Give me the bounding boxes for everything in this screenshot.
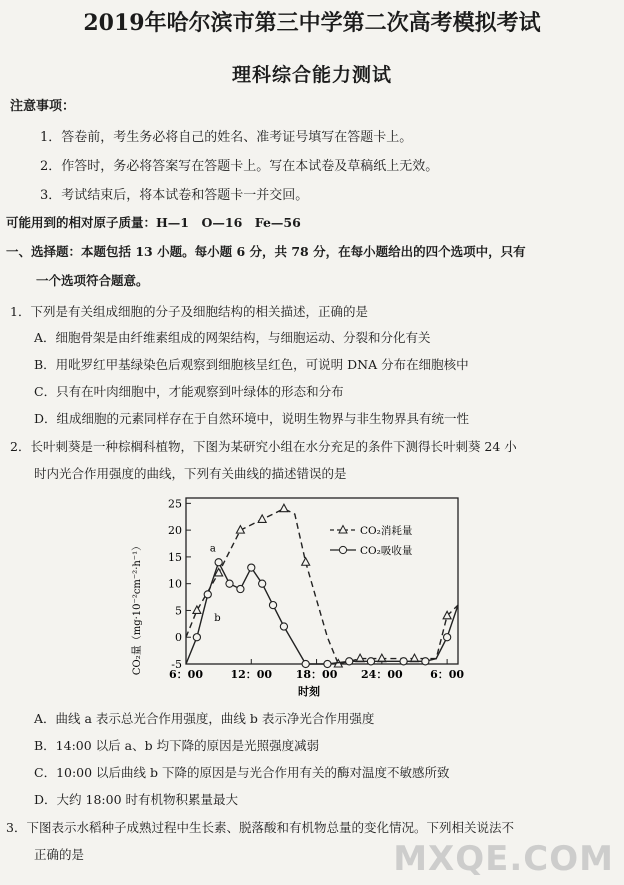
- notes-heading: 注意事项：: [10, 99, 76, 114]
- y-tick-label: 20: [168, 524, 182, 538]
- data-point-b: [367, 658, 374, 665]
- notes-item: 1．答卷前，考生务必将自己的姓名、准考证号填写在答题卡上。: [40, 130, 413, 145]
- x-tick-label: 24：00: [361, 668, 403, 681]
- data-point-b: [280, 623, 287, 630]
- y-tick-label: 10: [168, 577, 182, 591]
- exam-title: 2019年哈尔滨市第三中学第二次高考模拟考试: [83, 10, 541, 36]
- question-2-option: B．14:00 以后 a、b 均下降的原因是光照强度减弱: [34, 738, 320, 753]
- y-tick-label: 25: [168, 497, 182, 511]
- photosynthesis-chart: [0, 488, 624, 700]
- x-tick-label: 12：00: [230, 668, 273, 681]
- data-point-b: [259, 580, 266, 587]
- data-point-b: [400, 658, 407, 665]
- y-tick-label: 5: [175, 604, 182, 618]
- data-point-b: [346, 658, 353, 665]
- x-tick-label: 6：00: [169, 668, 203, 681]
- question-2-option: D．大约 18:00 时有机物积累量最大: [34, 792, 238, 807]
- legend-label: CO₂吸收量: [360, 545, 413, 557]
- question-1-stem: 1．下列是有关组成细胞的分子及细胞结构的相关描述，正确的是: [10, 304, 368, 319]
- question-2-option: A．曲线 a 表示总光合作用强度，曲线 b 表示净光合作用强度: [34, 711, 375, 726]
- data-point-b: [444, 634, 451, 641]
- data-point-a: [302, 558, 310, 566]
- data-point-b: [215, 559, 222, 566]
- data-point-b: [204, 591, 211, 598]
- question-2-stem: 2．长叶刺葵是一种棕榈科植物，下图为某研究小组在水分充足的条件下测得长叶刺葵 24 小: [10, 439, 517, 454]
- y-axis-label: CO₂量（mg·10⁻²cm⁻²·h⁻¹）: [132, 540, 143, 676]
- question-1-option: A．细胞骨架是由纤维素组成的网架结构，与细胞运动、分裂和分化有关: [34, 330, 431, 345]
- question-1-option: C．只有在叶肉细胞中，才能观察到叶绿体的形态和分布: [34, 384, 344, 399]
- subject-title: 理科综合能力测试: [231, 64, 392, 86]
- data-point-b: [422, 658, 429, 665]
- data-point-b: [237, 585, 244, 592]
- question-3-stem-cont: 正确的是: [34, 847, 85, 862]
- section-heading-cont: 一个选项符合题意。: [36, 273, 149, 288]
- curve-label-a: a: [209, 543, 216, 555]
- x-tick-label: 6：00: [430, 668, 465, 681]
- y-tick-label: 15: [168, 550, 182, 564]
- question-2-option: C．10:00 以后曲线 b 下降的原因是与光合作用有关的酶对温度不敏感所致: [34, 765, 450, 780]
- curve-label-b: b: [214, 613, 221, 625]
- question-1-option: D．组成细胞的元素同样存在于自然环境中，说明生物界与非生物界具有统一性: [34, 411, 470, 426]
- question-2-stem-cont: 时内光合作用强度的曲线，下列有关曲线的描述错误的是: [34, 466, 347, 481]
- question-3-stem: 3．下图表示水稻种子成熟过程中生长素、脱落酸和有机物总量的变化情况。下列相关说法不: [6, 820, 514, 835]
- question-1-option: B．用吡罗红甲基绿染色后观察到细胞核呈红色，可说明 DNA 分布在细胞核中: [34, 357, 469, 372]
- legend-marker: [339, 546, 346, 553]
- data-point-b: [324, 660, 331, 667]
- data-point-b: [302, 660, 309, 667]
- notes-item: 2．作答时，务必将答案写在答题卡上。写在本试卷及草稿纸上无效。: [40, 159, 439, 174]
- data-point-a: [356, 654, 364, 662]
- atomic-masses: 可能用到的相对原子质量：H—1 O—16 Fe—56: [6, 215, 301, 230]
- section-heading: 一、选择题：本题包括 13 小题。每小题 6 分，共 78 分，在每小题给出的四个选项中，只有: [6, 244, 526, 259]
- data-point-a: [378, 654, 386, 662]
- x-tick-label: 18：00: [295, 668, 338, 681]
- notes-item: 3．考试结束后，将本试卷和答题卡一并交回。: [40, 188, 309, 203]
- data-point-a: [280, 504, 288, 512]
- y-tick-label: 0: [175, 631, 182, 645]
- watermark: MXQE.COM: [393, 839, 614, 879]
- series-line-b: [186, 562, 458, 664]
- legend-label: CO₂消耗量: [360, 525, 413, 537]
- legend-marker: [339, 526, 347, 534]
- x-axis-label: 时刻: [298, 685, 320, 698]
- data-point-b: [226, 580, 233, 587]
- data-point-b: [248, 564, 255, 571]
- data-point-b: [193, 634, 200, 641]
- data-point-a: [258, 515, 266, 523]
- data-point-b: [269, 601, 276, 608]
- data-point-a: [410, 654, 418, 662]
- y-tick-label: -5: [171, 658, 182, 671]
